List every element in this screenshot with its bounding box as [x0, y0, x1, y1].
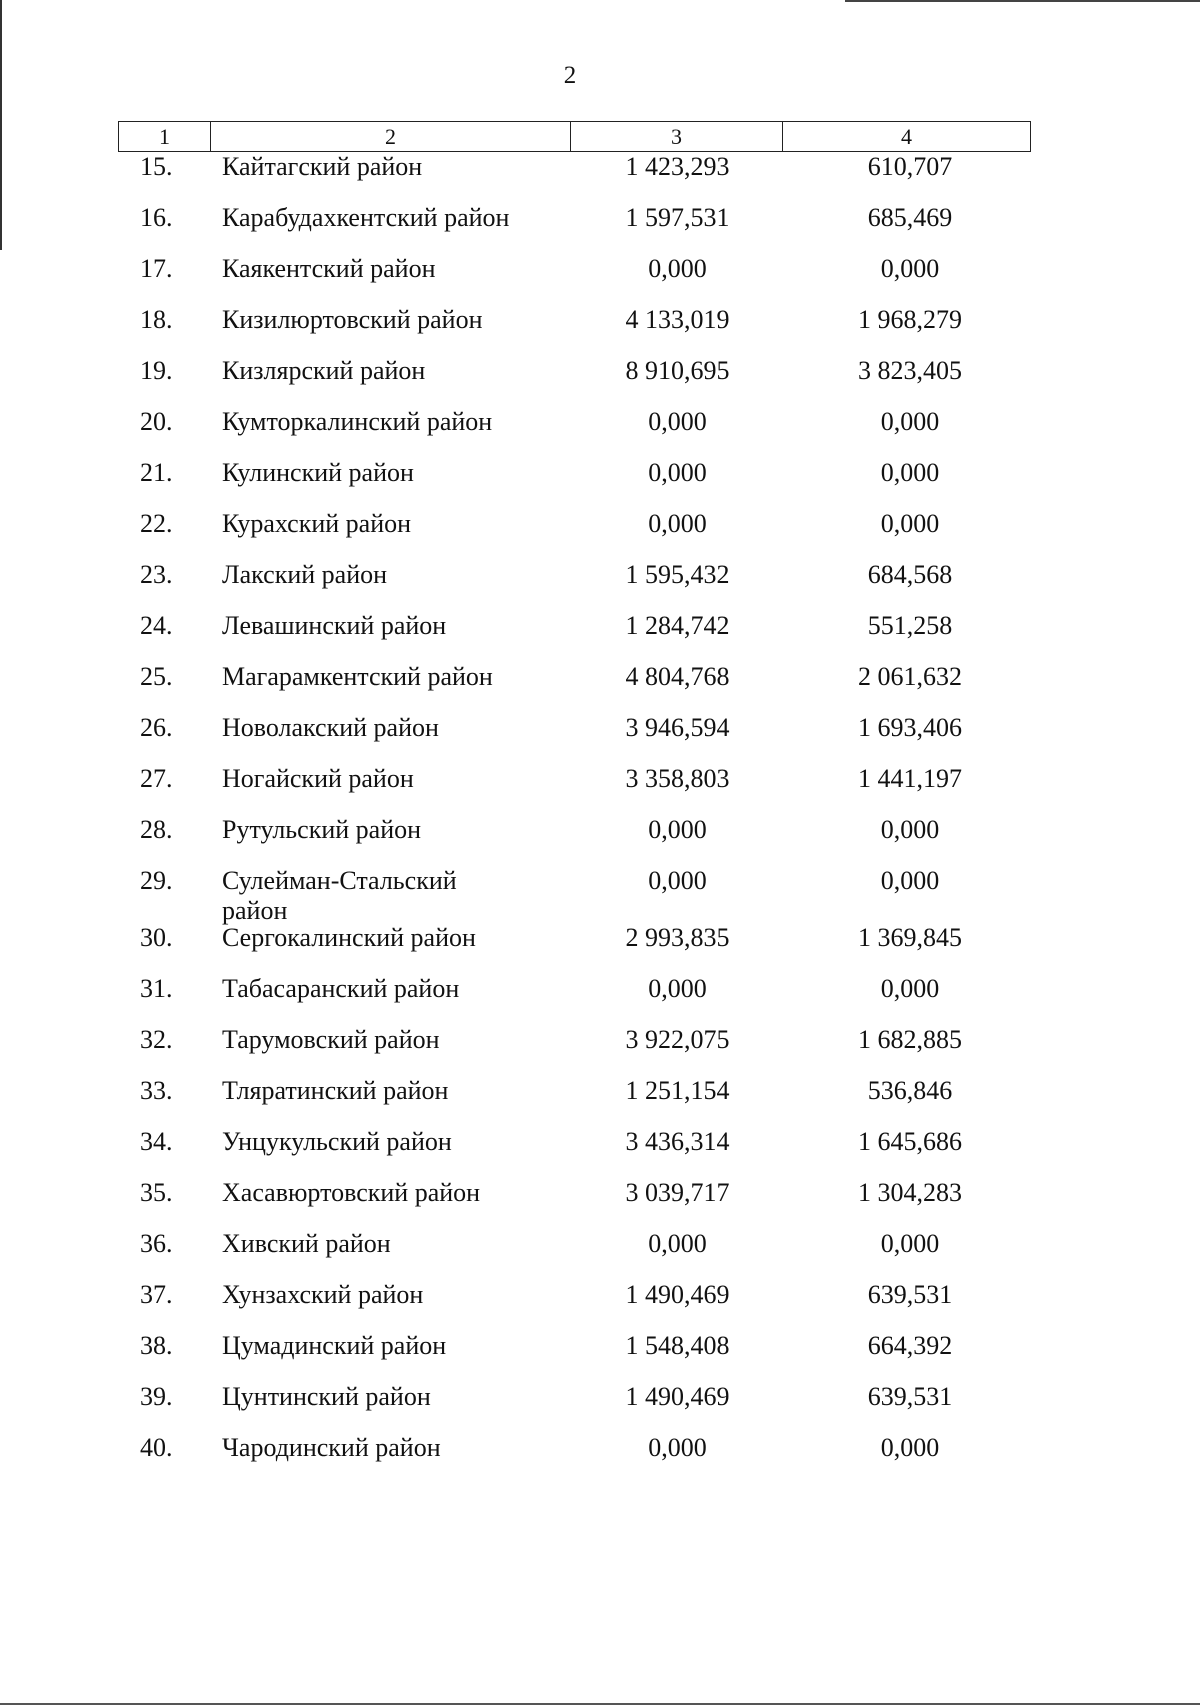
district-name: Каякентский район: [222, 254, 436, 283]
value-col-3: 1 490,469: [625, 1382, 730, 1411]
value-col-4: 610,707: [867, 152, 953, 181]
value-col-4: 0,000: [880, 407, 940, 436]
district-name: Рутульский район: [222, 815, 422, 844]
row-number: 16.: [140, 203, 173, 232]
value-col-3: 1 597,531: [625, 203, 730, 232]
value-col-4: 1 968,279: [858, 305, 962, 334]
district-name: Кизилюртовский район: [222, 305, 483, 334]
district-name: Табасаранский район: [222, 974, 460, 1003]
value-col-4: 684,568: [867, 560, 953, 589]
value-col-4: 1 304,283: [858, 1178, 962, 1207]
value-col-4: 0,000: [880, 866, 940, 895]
header-col-4: 4: [901, 124, 912, 149]
row-number: 15.: [140, 152, 173, 181]
row-number: 40.: [140, 1433, 173, 1462]
row-number: 26.: [140, 713, 173, 742]
district-name: Курахский район: [222, 509, 412, 538]
value-col-3: 3 946,594: [625, 713, 730, 742]
value-col-3: 1 251,154: [625, 1076, 730, 1105]
value-col-3: 1 548,408: [625, 1331, 730, 1360]
value-col-3: 1 423,293: [625, 152, 730, 181]
value-col-3: 0,000: [648, 1433, 707, 1462]
row-number: 31.: [140, 974, 173, 1003]
district-name: Цунтинский район: [222, 1382, 431, 1411]
scan-edge-line: [0, 0, 2, 250]
value-col-4: 1 693,406: [858, 713, 962, 742]
value-col-4: 3 823,405: [858, 356, 962, 385]
header-col-2: 2: [211, 122, 571, 151]
district-name: Унцукульский район: [222, 1127, 452, 1156]
district-name: Цумадинский район: [222, 1331, 447, 1360]
page-number: 2: [563, 62, 577, 89]
row-number: 28.: [140, 815, 173, 844]
district-name: Кулинский район: [222, 458, 414, 487]
district-name: Новолакский район: [222, 713, 439, 742]
value-col-4: 664,392: [867, 1331, 953, 1360]
value-col-3: 0,000: [648, 974, 707, 1003]
value-col-3: 2 993,835: [625, 923, 730, 952]
header-col-3: 3: [571, 122, 783, 151]
row-number: 38.: [140, 1331, 173, 1360]
district-name: Тарумовский район: [222, 1025, 440, 1054]
value-col-4: 0,000: [880, 1229, 940, 1258]
scan-bottom-line: [0, 1703, 1200, 1705]
row-number: 20.: [140, 407, 173, 436]
value-col-4: 639,531: [867, 1280, 953, 1309]
row-number: 24.: [140, 611, 173, 640]
row-number: 35.: [140, 1178, 173, 1207]
value-col-3: 4 133,019: [625, 305, 730, 334]
row-number: 25.: [140, 662, 173, 691]
value-col-4: 1 369,845: [858, 923, 962, 952]
row-number: 30.: [140, 923, 173, 952]
value-col-4: 0,000: [880, 1433, 940, 1462]
value-col-3: 0,000: [648, 407, 707, 436]
value-col-4: 1 441,197: [858, 764, 962, 793]
row-number: 18.: [140, 305, 173, 334]
value-col-4: 685,469: [867, 203, 953, 232]
value-col-4: 0,000: [880, 509, 940, 538]
district-name: Левашинский район: [222, 611, 447, 640]
district-name: Сергокалинский район: [222, 923, 476, 952]
district-name: Лакский район: [222, 560, 388, 589]
value-col-4: 536,846: [867, 1076, 953, 1105]
row-number: 17.: [140, 254, 173, 283]
district-name: Хасавюртовский район: [222, 1178, 481, 1207]
value-col-4: 2 061,632: [858, 662, 962, 691]
row-number: 29.: [140, 866, 173, 895]
row-number: 34.: [140, 1127, 173, 1156]
row-number: 37.: [140, 1280, 173, 1309]
value-col-3: 0,000: [648, 254, 707, 283]
value-col-3: 0,000: [648, 1229, 707, 1258]
value-col-3: 3 922,075: [625, 1025, 730, 1054]
scan-top-line: [845, 0, 1200, 2]
row-number: 23.: [140, 560, 173, 589]
value-col-4: 0,000: [880, 974, 940, 1003]
row-number: 39.: [140, 1382, 173, 1411]
value-col-3: 3 358,803: [625, 764, 730, 793]
row-number: 21.: [140, 458, 173, 487]
district-name: Кизлярский район: [222, 356, 426, 385]
district-name: Хивский район: [222, 1229, 391, 1258]
value-col-4: 0,000: [880, 254, 940, 283]
value-col-3: 1 490,469: [625, 1280, 730, 1309]
row-number: 33.: [140, 1076, 173, 1105]
row-number: 32.: [140, 1025, 173, 1054]
value-col-3: 0,000: [648, 458, 707, 487]
row-number: 36.: [140, 1229, 173, 1258]
district-name: Сулейман-Стальский район: [222, 866, 457, 925]
value-col-4: 0,000: [880, 815, 940, 844]
value-col-3: 0,000: [648, 866, 707, 895]
value-col-3: 0,000: [648, 509, 707, 538]
value-col-4: 551,258: [867, 611, 953, 640]
district-name: Карабудахкентский район: [222, 203, 510, 232]
row-number: 19.: [140, 356, 173, 385]
value-col-4: 1 682,885: [858, 1025, 962, 1054]
value-col-3: 1 595,432: [625, 560, 730, 589]
district-name: Магарамкентский район: [222, 662, 493, 691]
district-name: Кумторкалинский район: [222, 407, 493, 436]
value-col-3: 3 436,314: [625, 1127, 730, 1156]
value-col-3: 1 284,742: [625, 611, 730, 640]
value-col-3: 8 910,695: [625, 356, 730, 385]
row-number: 27.: [140, 764, 173, 793]
value-col-3: 4 804,768: [625, 662, 730, 691]
value-col-3: 0,000: [648, 815, 707, 844]
value-col-4: 0,000: [880, 458, 940, 487]
value-col-3: 3 039,717: [625, 1178, 730, 1207]
district-name: Хунзахский район: [222, 1280, 424, 1309]
district-name: Ногайский район: [222, 764, 414, 793]
district-name: Кайтагский район: [222, 152, 423, 181]
table-header: [118, 121, 1031, 152]
header-col-1: 1: [119, 122, 211, 151]
district-name: Тляратинский район: [222, 1076, 449, 1105]
district-name: Чародинский район: [222, 1433, 441, 1462]
value-col-4: 639,531: [867, 1382, 953, 1411]
row-number: 22.: [140, 509, 173, 538]
value-col-4: 1 645,686: [858, 1127, 962, 1156]
